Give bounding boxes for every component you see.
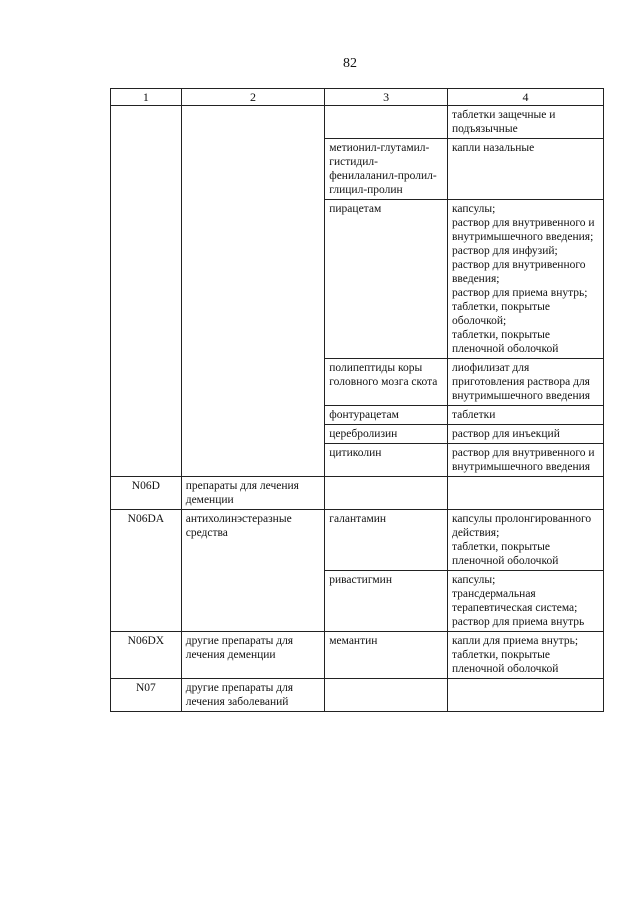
header-col-4: 4: [447, 89, 603, 106]
group-name: антихолинэстеразные средства: [181, 510, 325, 632]
page-number: 82: [343, 56, 357, 71]
dosage-form-cell: лиофилизат для приготовления раствора для внутримышечного введения: [447, 359, 603, 406]
group-name: другие препараты для лечения деменции: [181, 632, 325, 679]
header-col-3: 3: [325, 89, 448, 106]
dosage-form-cell: [447, 477, 603, 510]
dosage-form-cell: таблетки защечные и подъязычные: [447, 106, 603, 139]
atc-code: N06DX: [111, 632, 182, 679]
drug-cell: галантамин: [325, 510, 448, 571]
drug-cell: цитиколин: [325, 444, 448, 477]
dosage-form-cell: [447, 679, 603, 712]
dosage-form-cell: раствор для инъекций: [447, 425, 603, 444]
table-row: [111, 632, 604, 679]
drug-cell: [325, 679, 448, 712]
drug-cell: метионил-глутамил-гистидил-фенилаланил-пролил-глицил-пролин: [325, 139, 448, 200]
header-row: [111, 89, 604, 106]
dosage-form-cell: капсулы; раствор для внутривенного и внутримышечного введения; раствор для инфузий; раствор для внутривенного введения; раствор для приема внутрь; таблетки, покрытые оболочкой; таблетки, покрытые пленочной оболочкой: [447, 200, 603, 359]
drug-table: [110, 88, 604, 712]
group-name: другие препараты для лечения заболеваний: [181, 679, 325, 712]
drug-cell: фонтурацетам: [325, 406, 448, 425]
drug-cell: [325, 106, 448, 139]
drug-cell: пирацетам: [325, 200, 448, 359]
drug-cell: церебролизин: [325, 425, 448, 444]
group-name-cell: [181, 106, 325, 477]
dosage-form-cell: капли назальные: [447, 139, 603, 200]
atc-code: N07: [111, 679, 182, 712]
dosage-form-cell: капсулы пролонгированного действия; таблетки, покрытые пленочной оболочкой: [447, 510, 603, 571]
drug-cell: [325, 477, 448, 510]
dosage-form-cell: таблетки: [447, 406, 603, 425]
table-row: [111, 106, 604, 139]
table-row: [111, 679, 604, 712]
header-col-1: 1: [111, 89, 182, 106]
group-name: препараты для лечения деменции: [181, 477, 325, 510]
code-cell: [111, 106, 182, 477]
table-row: [111, 510, 604, 571]
atc-code: N06D: [111, 477, 182, 510]
header-col-2: 2: [181, 89, 325, 106]
dosage-form-cell: капли для приема внутрь; таблетки, покрытые пленочной оболочкой: [447, 632, 603, 679]
atc-code: N06DA: [111, 510, 182, 632]
drug-cell: ривастигмин: [325, 571, 448, 632]
dosage-form-cell: раствор для внутривенного и внутримышечного введения: [447, 444, 603, 477]
dosage-form-cell: капсулы; трансдермальная терапевтическая система; раствор для приема внутрь: [447, 571, 603, 632]
drug-cell: полипептиды коры головного мозга скота: [325, 359, 448, 406]
drug-cell: мемантин: [325, 632, 448, 679]
table-row: [111, 477, 604, 510]
